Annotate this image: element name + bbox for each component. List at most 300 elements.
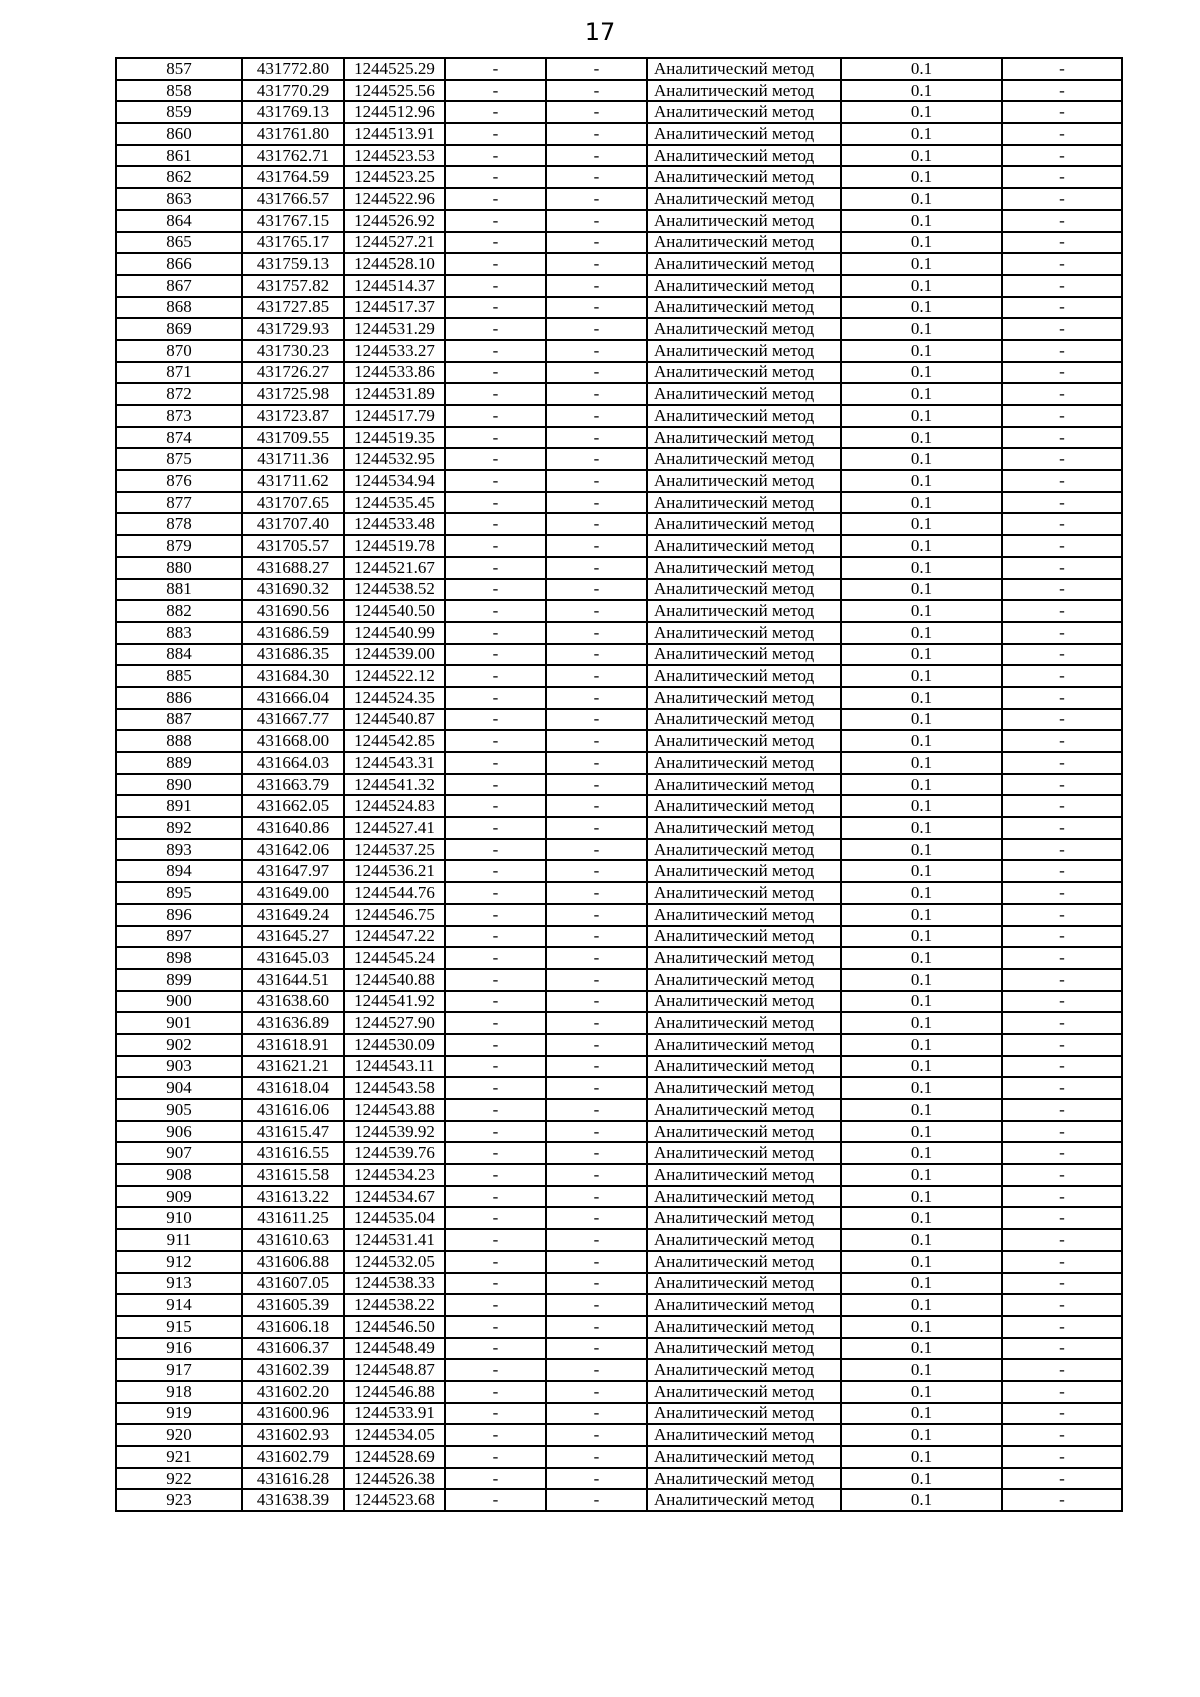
table-row: [116, 1403, 1122, 1425]
empty-cell-3: -: [1002, 123, 1122, 145]
x-coordinate-cell: 431645.03: [242, 947, 344, 969]
accuracy-cell: 0.1: [841, 557, 1002, 579]
x-coordinate-cell: 431611.25: [242, 1207, 344, 1229]
y-coordinate-cell: 1244525.29: [344, 58, 445, 80]
accuracy-cell: 0.1: [841, 1403, 1002, 1425]
empty-cell-3: -: [1002, 622, 1122, 644]
x-coordinate-cell: 431730.23: [242, 340, 344, 362]
point-number-cell: 868: [116, 297, 242, 319]
empty-cell-1: -: [445, 752, 546, 774]
empty-cell-1: -: [445, 969, 546, 991]
empty-cell-1: -: [445, 535, 546, 557]
empty-cell-1: -: [445, 1273, 546, 1295]
y-coordinate-cell: 1244527.21: [344, 232, 445, 254]
x-coordinate-cell: 431644.51: [242, 969, 344, 991]
x-coordinate-cell: 431770.29: [242, 80, 344, 102]
point-number-cell: 901: [116, 1012, 242, 1034]
y-coordinate-cell: 1244545.24: [344, 947, 445, 969]
x-coordinate-cell: 431606.88: [242, 1251, 344, 1273]
empty-cell-2: -: [546, 1446, 647, 1468]
point-number-cell: 898: [116, 947, 242, 969]
empty-cell-2: -: [546, 687, 647, 709]
accuracy-cell: 0.1: [841, 513, 1002, 535]
x-coordinate-cell: 431711.36: [242, 448, 344, 470]
x-coordinate-cell: 431772.80: [242, 58, 344, 80]
x-coordinate-cell: 431649.00: [242, 882, 344, 904]
empty-cell-1: -: [445, 123, 546, 145]
y-coordinate-cell: 1244527.41: [344, 817, 445, 839]
empty-cell-2: -: [546, 232, 647, 254]
accuracy-cell: 0.1: [841, 795, 1002, 817]
empty-cell-3: -: [1002, 709, 1122, 731]
empty-cell-2: -: [546, 730, 647, 752]
empty-cell-1: -: [445, 817, 546, 839]
y-coordinate-cell: 1244543.31: [344, 752, 445, 774]
empty-cell-3: -: [1002, 427, 1122, 449]
empty-cell-1: -: [445, 1034, 546, 1056]
empty-cell-3: -: [1002, 1468, 1122, 1490]
table-row: [116, 947, 1122, 969]
empty-cell-1: -: [445, 340, 546, 362]
table-row: [116, 1468, 1122, 1490]
accuracy-cell: 0.1: [841, 1012, 1002, 1034]
accuracy-cell: 0.1: [841, 1338, 1002, 1360]
method-cell: Аналитический метод: [647, 904, 841, 926]
empty-cell-2: -: [546, 817, 647, 839]
empty-cell-1: -: [445, 318, 546, 340]
point-number-cell: 908: [116, 1164, 242, 1186]
y-coordinate-cell: 1244524.35: [344, 687, 445, 709]
y-coordinate-cell: 1244513.91: [344, 123, 445, 145]
point-number-cell: 873: [116, 405, 242, 427]
y-coordinate-cell: 1244540.88: [344, 969, 445, 991]
method-cell: Аналитический метод: [647, 1359, 841, 1381]
point-number-cell: 887: [116, 709, 242, 731]
accuracy-cell: 0.1: [841, 188, 1002, 210]
point-number-cell: 863: [116, 188, 242, 210]
accuracy-cell: 0.1: [841, 1121, 1002, 1143]
method-cell: Аналитический метод: [647, 1186, 841, 1208]
point-number-cell: 897: [116, 926, 242, 948]
accuracy-cell: 0.1: [841, 1359, 1002, 1381]
point-number-cell: 920: [116, 1424, 242, 1446]
empty-cell-3: -: [1002, 232, 1122, 254]
method-cell: Аналитический метод: [647, 1468, 841, 1490]
method-cell: Аналитический метод: [647, 123, 841, 145]
x-coordinate-cell: 431767.15: [242, 210, 344, 232]
method-cell: Аналитический метод: [647, 405, 841, 427]
x-coordinate-cell: 431762.71: [242, 145, 344, 167]
table-row: [116, 492, 1122, 514]
empty-cell-2: -: [546, 166, 647, 188]
method-cell: Аналитический метод: [647, 860, 841, 882]
y-coordinate-cell: 1244523.53: [344, 145, 445, 167]
empty-cell-2: -: [546, 1251, 647, 1273]
table-row: [116, 1164, 1122, 1186]
empty-cell-3: -: [1002, 1121, 1122, 1143]
method-cell: Аналитический метод: [647, 1099, 841, 1121]
accuracy-cell: 0.1: [841, 622, 1002, 644]
method-cell: Аналитический метод: [647, 166, 841, 188]
y-coordinate-cell: 1244542.85: [344, 730, 445, 752]
empty-cell-3: -: [1002, 1164, 1122, 1186]
table-row: [116, 1229, 1122, 1251]
table-row: [116, 1056, 1122, 1078]
table-row: [116, 513, 1122, 535]
x-coordinate-cell: 431607.05: [242, 1273, 344, 1295]
empty-cell-1: -: [445, 904, 546, 926]
table-row: [116, 166, 1122, 188]
y-coordinate-cell: 1244522.12: [344, 665, 445, 687]
table-row: [116, 860, 1122, 882]
empty-cell-3: -: [1002, 882, 1122, 904]
accuracy-cell: 0.1: [841, 253, 1002, 275]
empty-cell-1: -: [445, 1338, 546, 1360]
point-number-cell: 917: [116, 1359, 242, 1381]
point-number-cell: 877: [116, 492, 242, 514]
empty-cell-1: -: [445, 926, 546, 948]
accuracy-cell: 0.1: [841, 1316, 1002, 1338]
accuracy-cell: 0.1: [841, 297, 1002, 319]
x-coordinate-cell: 431621.21: [242, 1056, 344, 1078]
y-coordinate-cell: 1244523.25: [344, 166, 445, 188]
point-number-cell: 900: [116, 991, 242, 1013]
y-coordinate-cell: 1244534.67: [344, 1186, 445, 1208]
x-coordinate-cell: 431638.39: [242, 1489, 344, 1511]
table-row: [116, 969, 1122, 991]
empty-cell-1: -: [445, 1424, 546, 1446]
method-cell: Аналитический метод: [647, 1012, 841, 1034]
empty-cell-2: -: [546, 513, 647, 535]
point-number-cell: 905: [116, 1099, 242, 1121]
empty-cell-2: -: [546, 210, 647, 232]
table-row: [116, 188, 1122, 210]
point-number-cell: 912: [116, 1251, 242, 1273]
y-coordinate-cell: 1244528.69: [344, 1446, 445, 1468]
empty-cell-1: -: [445, 1316, 546, 1338]
empty-cell-1: -: [445, 709, 546, 731]
empty-cell-1: -: [445, 579, 546, 601]
accuracy-cell: 0.1: [841, 1056, 1002, 1078]
table-row: [116, 340, 1122, 362]
accuracy-cell: 0.1: [841, 969, 1002, 991]
empty-cell-2: -: [546, 882, 647, 904]
empty-cell-1: -: [445, 1056, 546, 1078]
empty-cell-2: -: [546, 795, 647, 817]
empty-cell-3: -: [1002, 557, 1122, 579]
y-coordinate-cell: 1244535.04: [344, 1207, 445, 1229]
accuracy-cell: 0.1: [841, 1207, 1002, 1229]
table-row: [116, 1294, 1122, 1316]
empty-cell-1: -: [445, 166, 546, 188]
empty-cell-1: -: [445, 1359, 546, 1381]
y-coordinate-cell: 1244533.27: [344, 340, 445, 362]
table-row: [116, 405, 1122, 427]
x-coordinate-cell: 431688.27: [242, 557, 344, 579]
empty-cell-3: -: [1002, 188, 1122, 210]
empty-cell-1: -: [445, 210, 546, 232]
point-number-cell: 890: [116, 774, 242, 796]
x-coordinate-cell: 431690.56: [242, 600, 344, 622]
y-coordinate-cell: 1244540.50: [344, 600, 445, 622]
empty-cell-2: -: [546, 188, 647, 210]
empty-cell-3: -: [1002, 969, 1122, 991]
point-number-cell: 907: [116, 1142, 242, 1164]
accuracy-cell: 0.1: [841, 405, 1002, 427]
empty-cell-1: -: [445, 470, 546, 492]
point-number-cell: 922: [116, 1468, 242, 1490]
x-coordinate-cell: 431662.05: [242, 795, 344, 817]
method-cell: Аналитический метод: [647, 448, 841, 470]
table-row: [116, 1142, 1122, 1164]
empty-cell-3: -: [1002, 1056, 1122, 1078]
point-number-cell: 861: [116, 145, 242, 167]
y-coordinate-cell: 1244538.22: [344, 1294, 445, 1316]
method-cell: Аналитический метод: [647, 1229, 841, 1251]
empty-cell-1: -: [445, 275, 546, 297]
point-number-cell: 864: [116, 210, 242, 232]
accuracy-cell: 0.1: [841, 340, 1002, 362]
method-cell: Аналитический метод: [647, 513, 841, 535]
x-coordinate-cell: 431769.13: [242, 101, 344, 123]
empty-cell-3: -: [1002, 1077, 1122, 1099]
accuracy-cell: 0.1: [841, 1099, 1002, 1121]
empty-cell-2: -: [546, 1186, 647, 1208]
y-coordinate-cell: 1244525.56: [344, 80, 445, 102]
method-cell: Аналитический метод: [647, 145, 841, 167]
y-coordinate-cell: 1244533.86: [344, 362, 445, 384]
empty-cell-2: -: [546, 1403, 647, 1425]
point-number-cell: 875: [116, 448, 242, 470]
empty-cell-1: -: [445, 860, 546, 882]
method-cell: Аналитический метод: [647, 817, 841, 839]
accuracy-cell: 0.1: [841, 145, 1002, 167]
accuracy-cell: 0.1: [841, 1142, 1002, 1164]
table-row: [116, 383, 1122, 405]
table-row: [116, 1359, 1122, 1381]
accuracy-cell: 0.1: [841, 492, 1002, 514]
accuracy-cell: 0.1: [841, 166, 1002, 188]
accuracy-cell: 0.1: [841, 904, 1002, 926]
accuracy-cell: 0.1: [841, 535, 1002, 557]
table-row: [116, 1077, 1122, 1099]
method-cell: Аналитический метод: [647, 232, 841, 254]
empty-cell-1: -: [445, 1121, 546, 1143]
x-coordinate-cell: 431729.93: [242, 318, 344, 340]
x-coordinate-cell: 431757.82: [242, 275, 344, 297]
point-number-cell: 871: [116, 362, 242, 384]
empty-cell-1: -: [445, 1381, 546, 1403]
method-cell: Аналитический метод: [647, 535, 841, 557]
table-row: [116, 904, 1122, 926]
empty-cell-2: -: [546, 145, 647, 167]
method-cell: Аналитический метод: [647, 1489, 841, 1511]
empty-cell-1: -: [445, 188, 546, 210]
accuracy-cell: 0.1: [841, 1077, 1002, 1099]
accuracy-cell: 0.1: [841, 1164, 1002, 1186]
table-row: [116, 1316, 1122, 1338]
empty-cell-2: -: [546, 600, 647, 622]
y-coordinate-cell: 1244522.96: [344, 188, 445, 210]
empty-cell-1: -: [445, 644, 546, 666]
empty-cell-3: -: [1002, 1381, 1122, 1403]
method-cell: Аналитический метод: [647, 947, 841, 969]
method-cell: Аналитический метод: [647, 275, 841, 297]
table-row: [116, 817, 1122, 839]
x-coordinate-cell: 431606.37: [242, 1338, 344, 1360]
point-number-cell: 885: [116, 665, 242, 687]
empty-cell-2: -: [546, 752, 647, 774]
accuracy-cell: 0.1: [841, 991, 1002, 1013]
point-number-cell: 894: [116, 860, 242, 882]
empty-cell-2: -: [546, 1316, 647, 1338]
y-coordinate-cell: 1244543.58: [344, 1077, 445, 1099]
y-coordinate-cell: 1244541.32: [344, 774, 445, 796]
table-row: [116, 1251, 1122, 1273]
accuracy-cell: 0.1: [841, 774, 1002, 796]
table-row: [116, 145, 1122, 167]
table-body: [116, 58, 1122, 1511]
accuracy-cell: 0.1: [841, 882, 1002, 904]
empty-cell-3: -: [1002, 1273, 1122, 1295]
x-coordinate-cell: 431725.98: [242, 383, 344, 405]
table-row: [116, 232, 1122, 254]
empty-cell-2: -: [546, 1273, 647, 1295]
empty-cell-3: -: [1002, 860, 1122, 882]
table-row: [116, 1446, 1122, 1468]
accuracy-cell: 0.1: [841, 579, 1002, 601]
accuracy-cell: 0.1: [841, 665, 1002, 687]
empty-cell-3: -: [1002, 340, 1122, 362]
point-number-cell: 909: [116, 1186, 242, 1208]
x-coordinate-cell: 431765.17: [242, 232, 344, 254]
x-coordinate-cell: 431605.39: [242, 1294, 344, 1316]
empty-cell-1: -: [445, 513, 546, 535]
empty-cell-2: -: [546, 1164, 647, 1186]
empty-cell-2: -: [546, 297, 647, 319]
y-coordinate-cell: 1244514.37: [344, 275, 445, 297]
x-coordinate-cell: 431666.04: [242, 687, 344, 709]
table-row: [116, 1034, 1122, 1056]
accuracy-cell: 0.1: [841, 123, 1002, 145]
point-number-cell: 881: [116, 579, 242, 601]
method-cell: Аналитический метод: [647, 1294, 841, 1316]
point-number-cell: 913: [116, 1273, 242, 1295]
accuracy-cell: 0.1: [841, 1186, 1002, 1208]
empty-cell-2: -: [546, 427, 647, 449]
point-number-cell: 883: [116, 622, 242, 644]
y-coordinate-cell: 1244526.92: [344, 210, 445, 232]
table-row: [116, 882, 1122, 904]
x-coordinate-cell: 431602.39: [242, 1359, 344, 1381]
empty-cell-3: -: [1002, 1099, 1122, 1121]
x-coordinate-cell: 431638.60: [242, 991, 344, 1013]
method-cell: Аналитический метод: [647, 1424, 841, 1446]
empty-cell-3: -: [1002, 991, 1122, 1013]
empty-cell-1: -: [445, 383, 546, 405]
empty-cell-2: -: [546, 1207, 647, 1229]
empty-cell-2: -: [546, 644, 647, 666]
method-cell: Аналитический метод: [647, 1034, 841, 1056]
x-coordinate-cell: 431615.47: [242, 1121, 344, 1143]
accuracy-cell: 0.1: [841, 600, 1002, 622]
method-cell: Аналитический метод: [647, 644, 841, 666]
empty-cell-2: -: [546, 492, 647, 514]
empty-cell-2: -: [546, 947, 647, 969]
point-number-cell: 918: [116, 1381, 242, 1403]
empty-cell-2: -: [546, 1077, 647, 1099]
method-cell: Аналитический метод: [647, 774, 841, 796]
page-number: 17: [584, 18, 616, 46]
y-coordinate-cell: 1244548.87: [344, 1359, 445, 1381]
y-coordinate-cell: 1244531.29: [344, 318, 445, 340]
method-cell: Аналитический метод: [647, 383, 841, 405]
y-coordinate-cell: 1244540.87: [344, 709, 445, 731]
x-coordinate-cell: 431663.79: [242, 774, 344, 796]
point-number-cell: 874: [116, 427, 242, 449]
y-coordinate-cell: 1244527.90: [344, 1012, 445, 1034]
table-row: [116, 470, 1122, 492]
method-cell: Аналитический метод: [647, 427, 841, 449]
x-coordinate-cell: 431606.18: [242, 1316, 344, 1338]
table-row: [116, 1273, 1122, 1295]
accuracy-cell: 0.1: [841, 1489, 1002, 1511]
empty-cell-3: -: [1002, 817, 1122, 839]
point-number-cell: 859: [116, 101, 242, 123]
empty-cell-2: -: [546, 1121, 647, 1143]
y-coordinate-cell: 1244534.05: [344, 1424, 445, 1446]
empty-cell-2: -: [546, 1056, 647, 1078]
point-number-cell: 921: [116, 1446, 242, 1468]
table-row: [116, 1381, 1122, 1403]
x-coordinate-cell: 431602.20: [242, 1381, 344, 1403]
method-cell: Аналитический метод: [647, 579, 841, 601]
method-cell: Аналитический метод: [647, 1403, 841, 1425]
empty-cell-1: -: [445, 1077, 546, 1099]
empty-cell-1: -: [445, 600, 546, 622]
empty-cell-2: -: [546, 340, 647, 362]
point-number-cell: 872: [116, 383, 242, 405]
empty-cell-2: -: [546, 318, 647, 340]
accuracy-cell: 0.1: [841, 448, 1002, 470]
method-cell: Аналитический метод: [647, 492, 841, 514]
method-cell: Аналитический метод: [647, 1338, 841, 1360]
point-number-cell: 860: [116, 123, 242, 145]
x-coordinate-cell: 431647.97: [242, 860, 344, 882]
method-cell: Аналитический метод: [647, 297, 841, 319]
empty-cell-3: -: [1002, 730, 1122, 752]
accuracy-cell: 0.1: [841, 1273, 1002, 1295]
empty-cell-3: -: [1002, 297, 1122, 319]
table-row: [116, 644, 1122, 666]
accuracy-cell: 0.1: [841, 232, 1002, 254]
empty-cell-2: -: [546, 1359, 647, 1381]
empty-cell-1: -: [445, 253, 546, 275]
empty-cell-3: -: [1002, 947, 1122, 969]
accuracy-cell: 0.1: [841, 470, 1002, 492]
accuracy-cell: 0.1: [841, 926, 1002, 948]
y-coordinate-cell: 1244546.88: [344, 1381, 445, 1403]
empty-cell-1: -: [445, 101, 546, 123]
empty-cell-2: -: [546, 1142, 647, 1164]
table-row: [116, 557, 1122, 579]
table-row: [116, 297, 1122, 319]
table-row: [116, 101, 1122, 123]
method-cell: Аналитический метод: [647, 752, 841, 774]
empty-cell-3: -: [1002, 600, 1122, 622]
x-coordinate-cell: 431761.80: [242, 123, 344, 145]
accuracy-cell: 0.1: [841, 318, 1002, 340]
